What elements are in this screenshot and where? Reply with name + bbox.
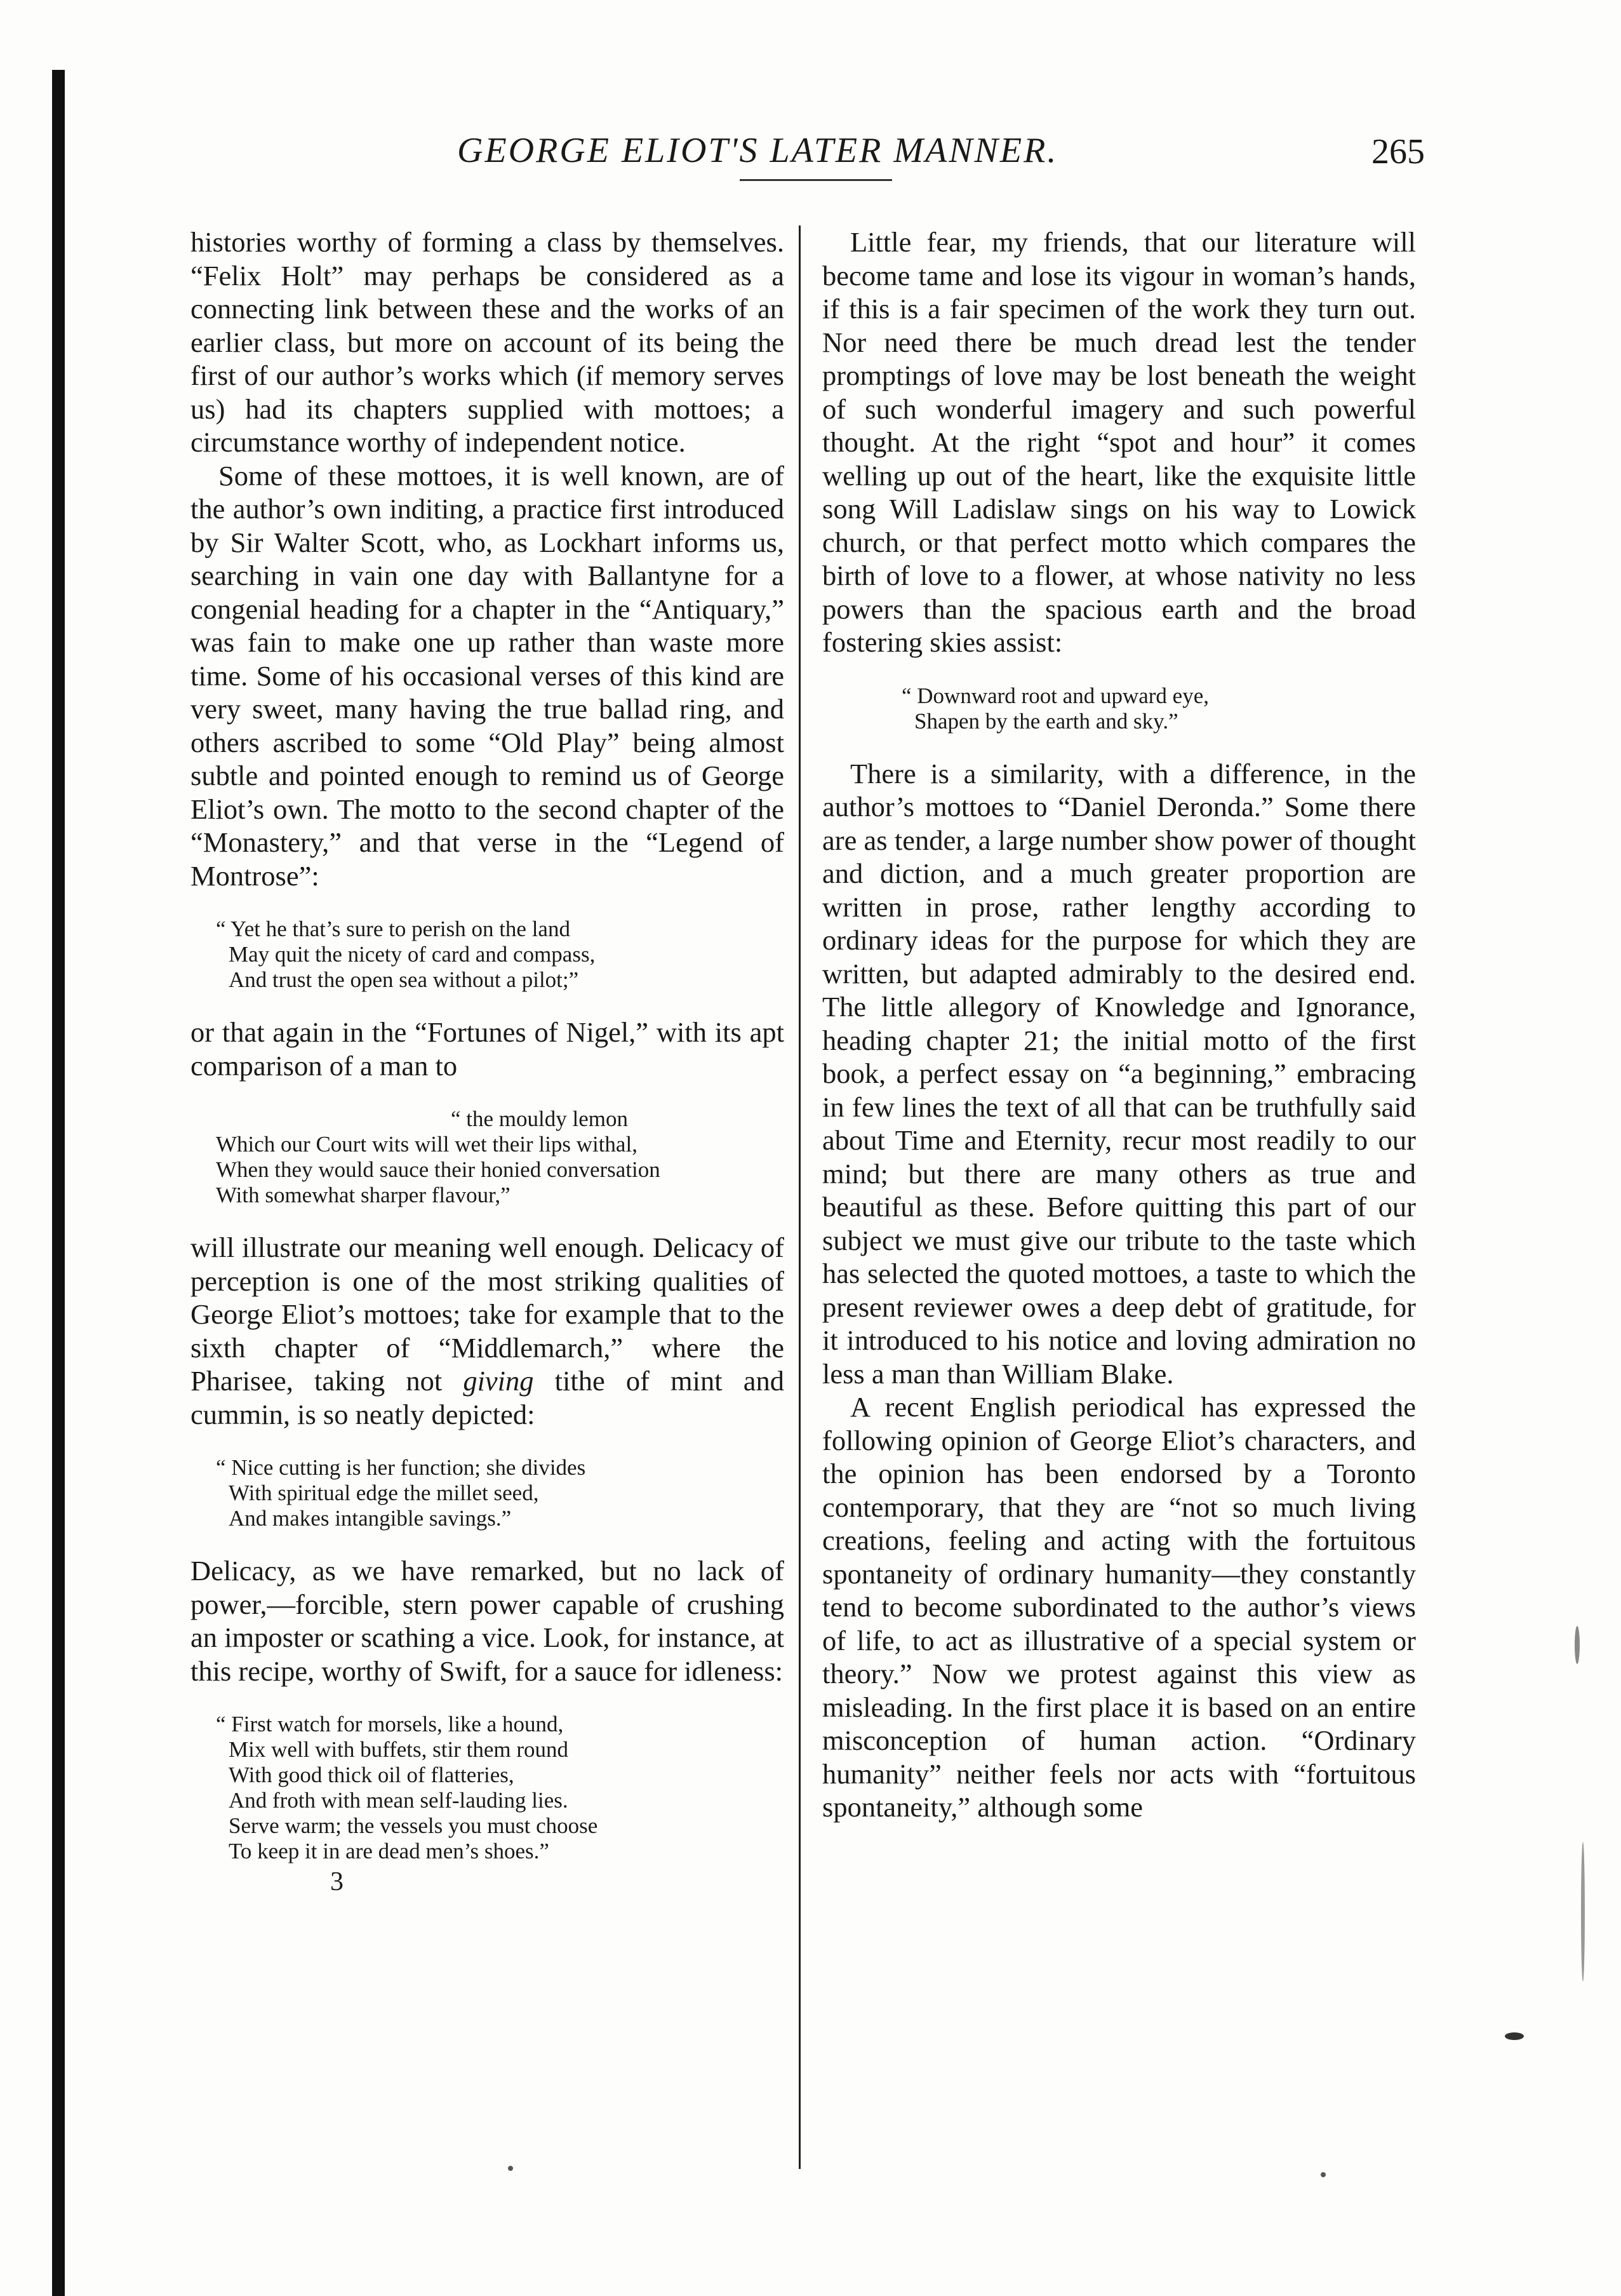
- paragraph-text: tithe of mint and cummin, is so neatly depicted:: [190, 1365, 784, 1430]
- italic-word: giving: [463, 1365, 534, 1397]
- quote-line: “ Nice cutting is her function; she divides: [216, 1455, 586, 1480]
- quote-line: To keep it in are dead men’s shoes.”: [229, 1839, 549, 1863]
- right-paragraph-3: A recent English periodical has expressed the following opinion of George Eliot’s characters, and the opinion has been endorsed by a Toronto contemporary, that they are “not so much living creations, feeling and acting with the fortuitous spontaneity of ordinary humanity—they constantly tend to become subordinated to the author’s views of life, to act as illustrative of a special system or theory.” Now we protest against this view as misleading. In the first place it is based on an entire misconception of human action. “Ordinary humanity” neither feels nor acts with “fortuitous spontaneity,” although some: [822, 1391, 1416, 1823]
- quote-line: May quit the nicety of card and compass,: [229, 942, 596, 967]
- binding-edge: [52, 70, 65, 2296]
- quote-line: “ Downward root and upward eye,: [902, 683, 1210, 708]
- quote-line: And froth with mean self-lauding lies.: [229, 1788, 568, 1813]
- paragraph-text: will illustrate our meaning well enough. Delicacy of perception is one of the most striking qualities of George Eliot’s mottoes; take for example that to the sixth chapter of “Middlemarch,” where the Pharisee, taking not: [190, 1232, 784, 1397]
- quote-line: “ the mouldy lemon: [451, 1106, 628, 1131]
- right-paragraph-1: Little fear, my friends, that our literature will become tame and lose its vigour in woman’s hands, if this is a fair specimen of the work they turn out. Nor need there be much dread lest the tender promptings of love may be lost beneath the weight of such wonderful imagery and such powerful thought. At the right “spot and hour” it comes welling up out of the heart, like the exquisite little song Will Ladislaw sings on his way to Lowick church, or that perfect motto which compares the birth of love to a flower, at whose nativity no less powers than the spacious earth and the broad fostering skies assist:: [822, 226, 1416, 658]
- quote-line: “ First watch for morsels, like a hound,: [216, 1712, 564, 1736]
- left-paragraph-5: Delicacy, as we have remarked, but no lack of power,—forcible, stern power capable of crushing an imposter or scathing a vice. Look, for instance, at this recipe, worthy of Swift, for a sauce for idleness:: [190, 1555, 784, 1687]
- running-title: GEORGE ELIOT'S LATER MANNER.: [457, 131, 1058, 170]
- left-paragraph-4: [190, 1231, 784, 1431]
- quote-line: Mix well with buffets, stir them round: [229, 1737, 568, 1762]
- left-paragraph-2: Some of these mottoes, it is well known, are of the author’s own inditing, a practice first introduced by Sir Walter Scott, who, as Lockhart informs us, searching in vain one day with Ballantyne for a congenial heading for a chapter in the “Antiquary,” was fain to make one up rather than waste more time. Some of his occasional verses of this kind are very sweet, many having the true ballad ring, and others ascribed to some “Old Play” being almost subtle and pointed enough to remind us of George Eliot’s own. The motto to the second chapter of the “Monastery,” and that verse in the “Legend of Montrose”:: [190, 459, 784, 892]
- quote-line: And makes intangible savings.”: [229, 1506, 512, 1531]
- quote-line: When they would sauce their honied conversation: [216, 1157, 660, 1182]
- right-paragraph-2: There is a similarity, with a difference, in the author’s mottoes to “Daniel Deronda.” Some there are as tender, a large number show power of thought and diction, and a much greater proportion are written in prose, rather lengthy according to ordinary ideas for the purpose for which they are written, but adapted admirably to the desired end. The little allegory of Knowledge and Ignorance, heading chapter 21; the initial motto of the first book, a perfect essay on “a beginning,” embracing in few lines the text of all that can be truthfully said about Time and Eternity, recur most readily to our mind; but there are many others as true and beautiful as these. Before quitting this part of our subject we must give our tribute to the taste which has selected the quoted mottoes, a taste to which the present reviewer owes a deep debt of gratitude, for it introduced to his notice and loving admiration no less a man than William Blake.: [822, 757, 1416, 1390]
- quote-line: And trust the open sea without a pilot;”: [229, 967, 579, 992]
- left-paragraph-3: or that again in the “Fortunes of Nigel,” with its apt comparison of a man to: [190, 1016, 784, 1082]
- quote-line: With somewhat sharper flavour,”: [216, 1183, 510, 1207]
- quote-line: Shapen by the earth and sky.”: [914, 708, 1178, 734]
- header-rule: [740, 179, 892, 181]
- page-number: 265: [1371, 132, 1425, 171]
- quote-middlemarch: [190, 1455, 784, 1531]
- running-head: [190, 130, 1460, 181]
- scan-artifact: [1505, 2032, 1524, 2040]
- left-column: [190, 225, 784, 2182]
- scan-artifact: [1581, 1842, 1585, 1982]
- quote-line: With spiritual edge the millet seed,: [229, 1480, 539, 1505]
- scan-artifact: [1575, 1626, 1580, 1664]
- quote-line: “ Yet he that’s sure to perish on the land: [216, 916, 570, 941]
- column-rule: [799, 225, 801, 2169]
- quote-line: With good thick oil of flatteries,: [229, 1762, 514, 1787]
- quote-idleness: [190, 1712, 784, 1864]
- quote-line: Serve warm; the vessels you must choose: [229, 1813, 598, 1838]
- quote-flower: [822, 683, 1416, 734]
- right-column: [822, 225, 1416, 2182]
- quote-line: Which our Court wits will wet their lips withal,: [216, 1132, 637, 1157]
- scan-artifact: [508, 2166, 513, 2171]
- quote-nigel: [190, 1106, 784, 1208]
- scan-artifact: [1321, 2172, 1326, 2177]
- left-paragraph-1: histories worthy of forming a class by themselves. “Felix Holt” may perhaps be considered as a connecting link between these and the works of an earlier class, but more on account of its being the first of our author’s works which (if memory serves us) had its chapters supplied with mottoes; a circumstance worthy of independent notice.: [190, 226, 784, 458]
- signature-mark: 3: [330, 1867, 344, 1897]
- quote-montrose: [190, 916, 784, 993]
